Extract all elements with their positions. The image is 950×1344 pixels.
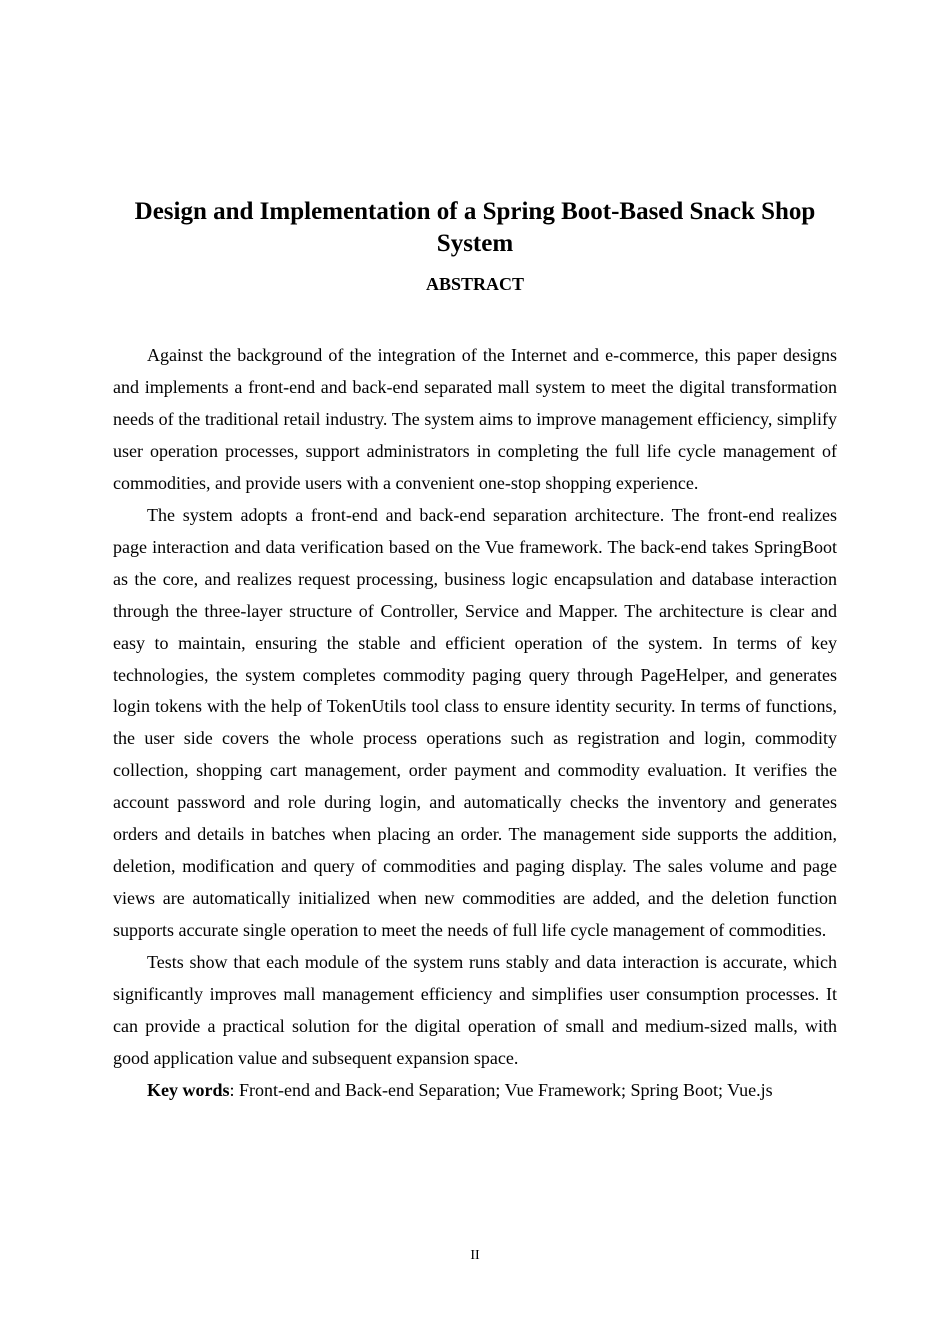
paper-title: Design and Implementation of a Spring Boot-Based Snack Shop System	[134, 198, 816, 257]
keywords-line	[113, 1075, 837, 1107]
abstract-paragraph-2: The system adopts a front-end and back-end separation architecture. The front-end realizes page interaction and data verification based on the Vue framework. The back-end takes SpringBoot as the core, and realizes request processing, business logic encapsulation and database interaction through the three-layer structure of Controller, Service and Mapper. The architecture is clear and easy to maintain, ensuring the stable and efficient operation of the system. In terms of key technologies, the system completes commodity paging query through PageHelper, and generates login tokens with the help of TokenUtils tool class to ensure identity security. In terms of functions, the user side covers the whole process operations such as registration and login, commodity collection, shopping cart management, order payment and commodity evaluation. It verifies the account password and role during login, and automatically checks the inventory and generates orders and details in batches when placing an order. The management side supports the addition, deletion, modification and query of commodities and paging display. The sales volume and page views are automatically initialized when new commodities are added, and the deletion function supports accurate single operation to meet the needs of full life cycle management of commodities.	[113, 504, 837, 941]
keywords-text: : Front-end and Back-end Separation; Vue Framework; Spring Boot; Vue.js	[229, 1079, 773, 1100]
page-number: II	[470, 1248, 480, 1263]
abstract-paragraph-3: Tests show that each module of the system runs stably and data interaction is accurate, which significantly improves mall management efficiency and simplifies user consumption processes. It can provide a practical solution for the digital operation of small and medium-sized malls, with good application value and subsequent expansion space.	[113, 952, 837, 1068]
keywords-label: Key words	[147, 1079, 230, 1100]
abstract-body	[113, 340, 837, 1107]
abstract-paragraph-1: Against the background of the integration of the Internet and e-commerce, this paper designs and implements a front-end and back-end separated mall system to meet the digital transformation needs of the traditional retail industry. The system aims to improve management efficiency, simplify user operation processes, support administrators in completing the full life cycle management of commodities, and provide users with a convenient one-stop shopping experience.	[113, 345, 837, 493]
abstract-heading: ABSTRACT	[425, 274, 525, 294]
